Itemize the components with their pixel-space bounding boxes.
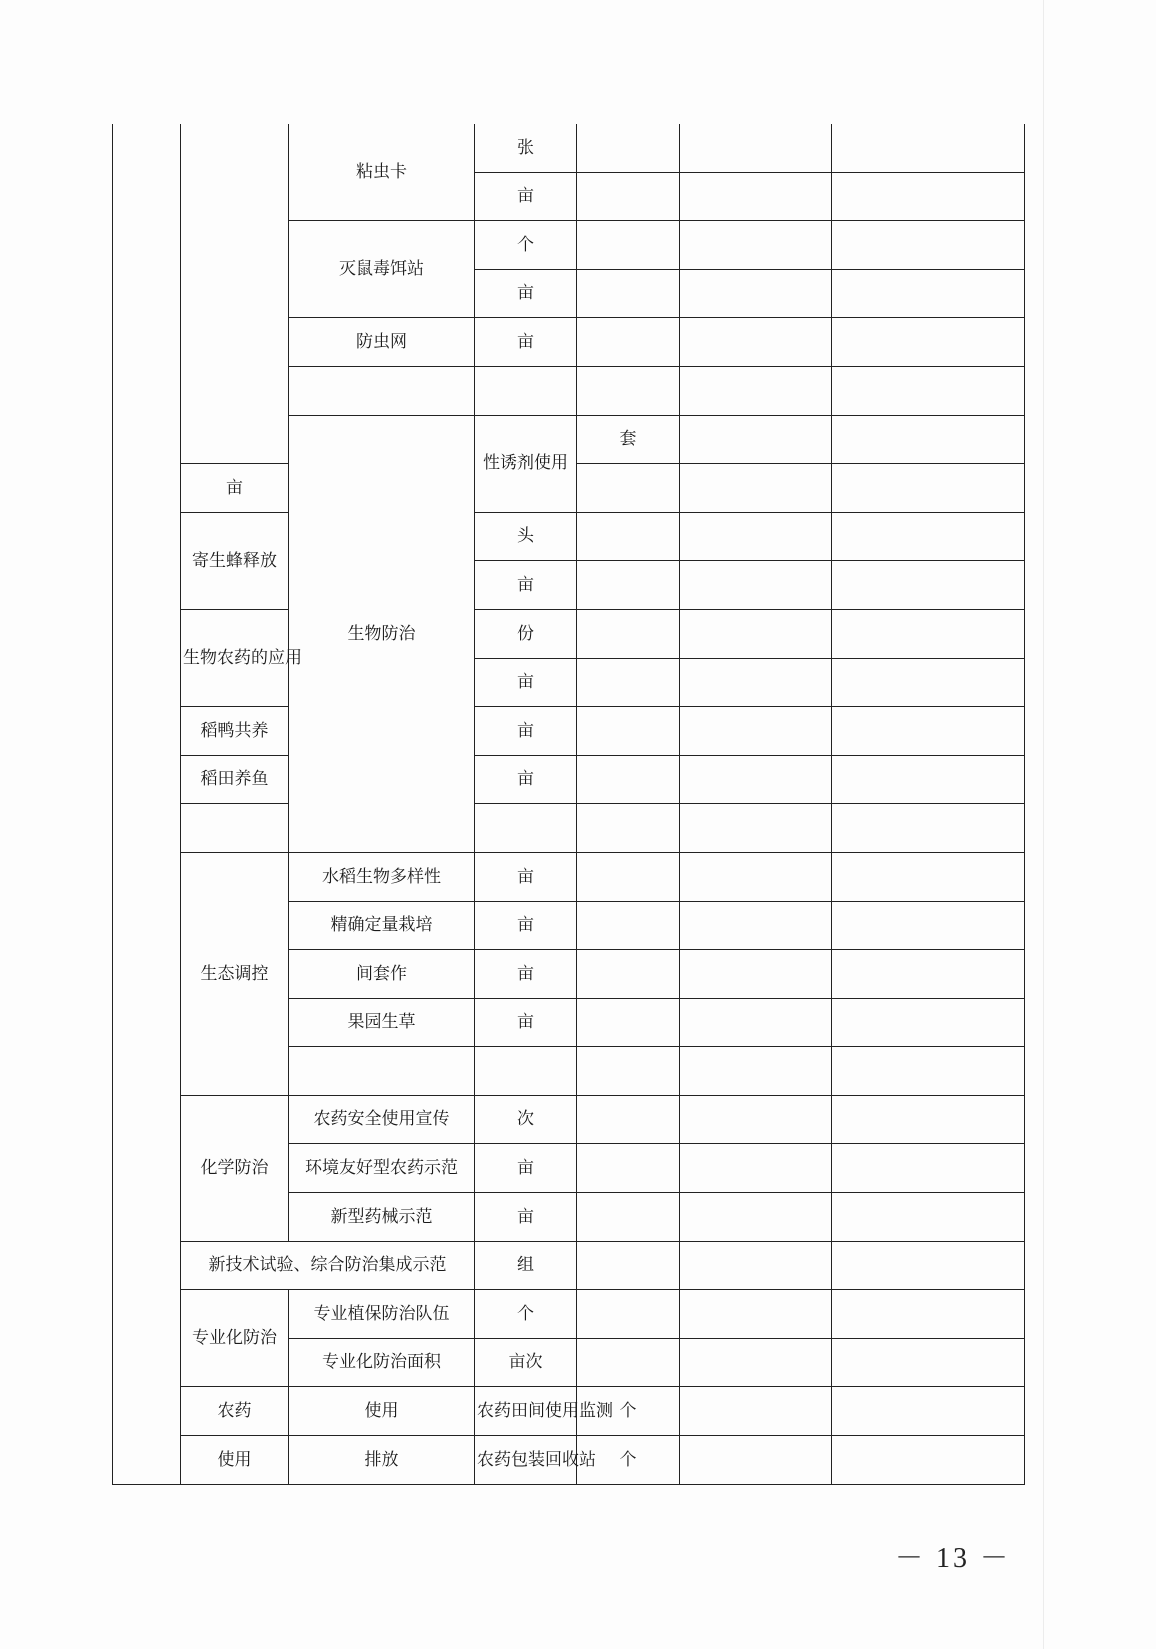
unit-cell: 个: [475, 221, 577, 270]
item-cell: 间套作: [289, 950, 475, 999]
unit-cell: 个: [577, 1387, 680, 1436]
item-cell: 稻田养鱼: [181, 755, 289, 804]
unit-cell: 次: [475, 1095, 577, 1144]
blank-cell: [577, 1241, 680, 1290]
unit-cell: 个: [577, 1436, 680, 1485]
unit-cell: 张: [475, 124, 577, 172]
unit-cell: 亩: [475, 1144, 577, 1193]
item-cell: 防虫网: [289, 318, 475, 367]
category-cell: 化学防治: [181, 1095, 289, 1241]
blank-cell: [577, 1338, 680, 1387]
table-row: [113, 1290, 1025, 1339]
unit-cell: 亩次: [475, 1338, 577, 1387]
item-cell: 专业植保防治队伍: [289, 1290, 475, 1339]
item-cell: 农药安全使用宣传: [289, 1095, 475, 1144]
item-cell-empty: [289, 366, 475, 415]
item-cell-empty: [181, 804, 289, 853]
outer-category-cell: [113, 124, 181, 1484]
blank-cell: [832, 1047, 1025, 1096]
blank-cell: [832, 124, 1025, 172]
item-cell: 水稻生物多样性: [289, 852, 475, 901]
blank-cell: [577, 1290, 680, 1339]
blank-cell: [680, 415, 832, 464]
blank-cell: [832, 561, 1025, 610]
blank-cell: [680, 707, 832, 756]
blank-cell: [577, 901, 680, 950]
blank-cell: [577, 318, 680, 367]
blank-cell: [832, 1387, 1025, 1436]
unit-cell: 亩: [181, 464, 289, 513]
blank-cell: [832, 318, 1025, 367]
blank-cell: [680, 366, 832, 415]
blank-cell: [832, 269, 1025, 318]
item-cell: 生物农药的应用: [181, 609, 289, 706]
unit-cell: 套: [577, 415, 680, 464]
pesticide-use-label: 使用: [181, 1436, 289, 1485]
blank-cell: [680, 950, 832, 999]
blank-cell: [832, 464, 1025, 513]
unit-cell-empty: [475, 366, 577, 415]
item-cell: 精确定量栽培: [289, 901, 475, 950]
blank-cell: [832, 1241, 1025, 1290]
pest-control-table: [112, 124, 1025, 1485]
unit-cell: 份: [475, 609, 577, 658]
blank-cell: [577, 269, 680, 318]
category-cell: 生物防治: [289, 415, 475, 852]
blank-cell: [680, 464, 832, 513]
blank-cell: [680, 561, 832, 610]
blank-cell: [680, 1290, 832, 1339]
blank-cell: [680, 1387, 832, 1436]
unit-cell: 亩: [475, 755, 577, 804]
blank-cell: [832, 1290, 1025, 1339]
blank-cell: [832, 609, 1025, 658]
item-cell: 专业化防治面积: [289, 1338, 475, 1387]
blank-cell: [680, 998, 832, 1047]
unit-cell: 亩: [475, 950, 577, 999]
page-number: － 13 －: [895, 1543, 1012, 1574]
blank-cell: [680, 512, 832, 561]
category-cell: 专业化防治: [181, 1290, 289, 1387]
blank-cell: [680, 269, 832, 318]
blank-cell: [832, 221, 1025, 270]
table-row: [113, 804, 1025, 853]
blank-cell: [577, 561, 680, 610]
blank-cell: [577, 1095, 680, 1144]
item-cell: 寄生蜂释放: [181, 512, 289, 609]
item-cell: 环境友好型农药示范: [289, 1144, 475, 1193]
blank-cell: [577, 852, 680, 901]
item-cell: 稻鸭共养: [181, 707, 289, 756]
unit-cell: 组: [475, 1241, 577, 1290]
item-cell: 性诱剂使用: [475, 415, 577, 512]
category-cell: [181, 124, 289, 464]
blank-cell: [577, 998, 680, 1047]
table-row: [113, 852, 1025, 901]
item-cell: 果园生草: [289, 998, 475, 1047]
blank-cell: [832, 707, 1025, 756]
blank-cell: [680, 1047, 832, 1096]
blank-cell: [577, 366, 680, 415]
blank-cell: [680, 609, 832, 658]
blank-cell: [577, 512, 680, 561]
blank-cell: [577, 755, 680, 804]
blank-cell: [832, 658, 1025, 707]
pesticide-use-label: 农药: [181, 1387, 289, 1436]
unit-cell: 亩: [475, 172, 577, 221]
category-cell: 生态调控: [181, 852, 289, 1095]
unit-cell: 亩: [475, 658, 577, 707]
blank-cell: [577, 221, 680, 270]
blank-cell: [832, 852, 1025, 901]
category-cell: 使用: [289, 1387, 475, 1436]
blank-cell: [577, 464, 680, 513]
blank-cell: [832, 1436, 1025, 1485]
blank-cell: [577, 1193, 680, 1242]
unit-cell: 个: [475, 1290, 577, 1339]
item-cell: 新型药械示范: [289, 1193, 475, 1242]
blank-cell: [680, 755, 832, 804]
unit-cell: 亩: [475, 707, 577, 756]
blank-cell: [680, 1436, 832, 1485]
blank-cell: [832, 950, 1025, 999]
blank-cell: [680, 852, 832, 901]
table-row: [113, 124, 1025, 172]
blank-cell: [680, 1193, 832, 1242]
table-row: [113, 1095, 1025, 1144]
blank-cell: [832, 804, 1025, 853]
blank-cell: [577, 609, 680, 658]
blank-cell: [680, 658, 832, 707]
item-cell: 灭鼠毒饵站: [289, 221, 475, 318]
blank-cell: [577, 658, 680, 707]
table-row: [113, 1436, 1025, 1485]
blank-cell: [832, 901, 1025, 950]
unit-cell-empty: [475, 804, 577, 853]
unit-cell: 亩: [475, 998, 577, 1047]
merged-item-cell: 新技术试验、综合防治集成示范: [181, 1241, 475, 1290]
blank-cell: [680, 1144, 832, 1193]
blank-cell: [832, 512, 1025, 561]
unit-cell: 亩: [475, 269, 577, 318]
category-cell: 排放: [289, 1436, 475, 1485]
blank-cell: [680, 172, 832, 221]
blank-cell: [680, 1241, 832, 1290]
blank-cell: [832, 172, 1025, 221]
blank-cell: [577, 707, 680, 756]
blank-cell: [577, 804, 680, 853]
item-cell: 粘虫卡: [289, 124, 475, 221]
unit-cell: 亩: [475, 1193, 577, 1242]
item-cell-empty: [289, 1047, 475, 1096]
item-cell: 农药田间使用监测: [475, 1387, 577, 1436]
table-row: [113, 1241, 1025, 1290]
table-row: [113, 707, 1025, 756]
blank-cell: [577, 1144, 680, 1193]
blank-cell: [577, 1047, 680, 1096]
blank-cell: [680, 318, 832, 367]
blank-cell: [680, 221, 832, 270]
blank-cell: [832, 1193, 1025, 1242]
blank-cell: [577, 950, 680, 999]
blank-cell: [577, 172, 680, 221]
blank-cell: [832, 1144, 1025, 1193]
blank-cell: [832, 755, 1025, 804]
blank-cell: [832, 366, 1025, 415]
unit-cell: 头: [475, 512, 577, 561]
unit-cell: 亩: [475, 852, 577, 901]
blank-cell: [577, 124, 680, 172]
table-row: [113, 609, 1025, 658]
blank-cell: [680, 901, 832, 950]
blank-cell: [680, 1338, 832, 1387]
blank-cell: [680, 1095, 832, 1144]
table-row: [113, 755, 1025, 804]
unit-cell: 亩: [475, 901, 577, 950]
unit-cell: 亩: [475, 318, 577, 367]
table-row: [113, 512, 1025, 561]
item-cell: 农药包装回收站: [475, 1436, 577, 1485]
blank-cell: [680, 124, 832, 172]
blank-cell: [832, 415, 1025, 464]
blank-cell: [832, 998, 1025, 1047]
blank-cell: [832, 1095, 1025, 1144]
table-row: [113, 1387, 1025, 1436]
unit-cell: 亩: [475, 561, 577, 610]
unit-cell-empty: [475, 1047, 577, 1096]
blank-cell: [832, 1338, 1025, 1387]
blank-cell: [680, 804, 832, 853]
page-edge: [1043, 0, 1044, 1649]
